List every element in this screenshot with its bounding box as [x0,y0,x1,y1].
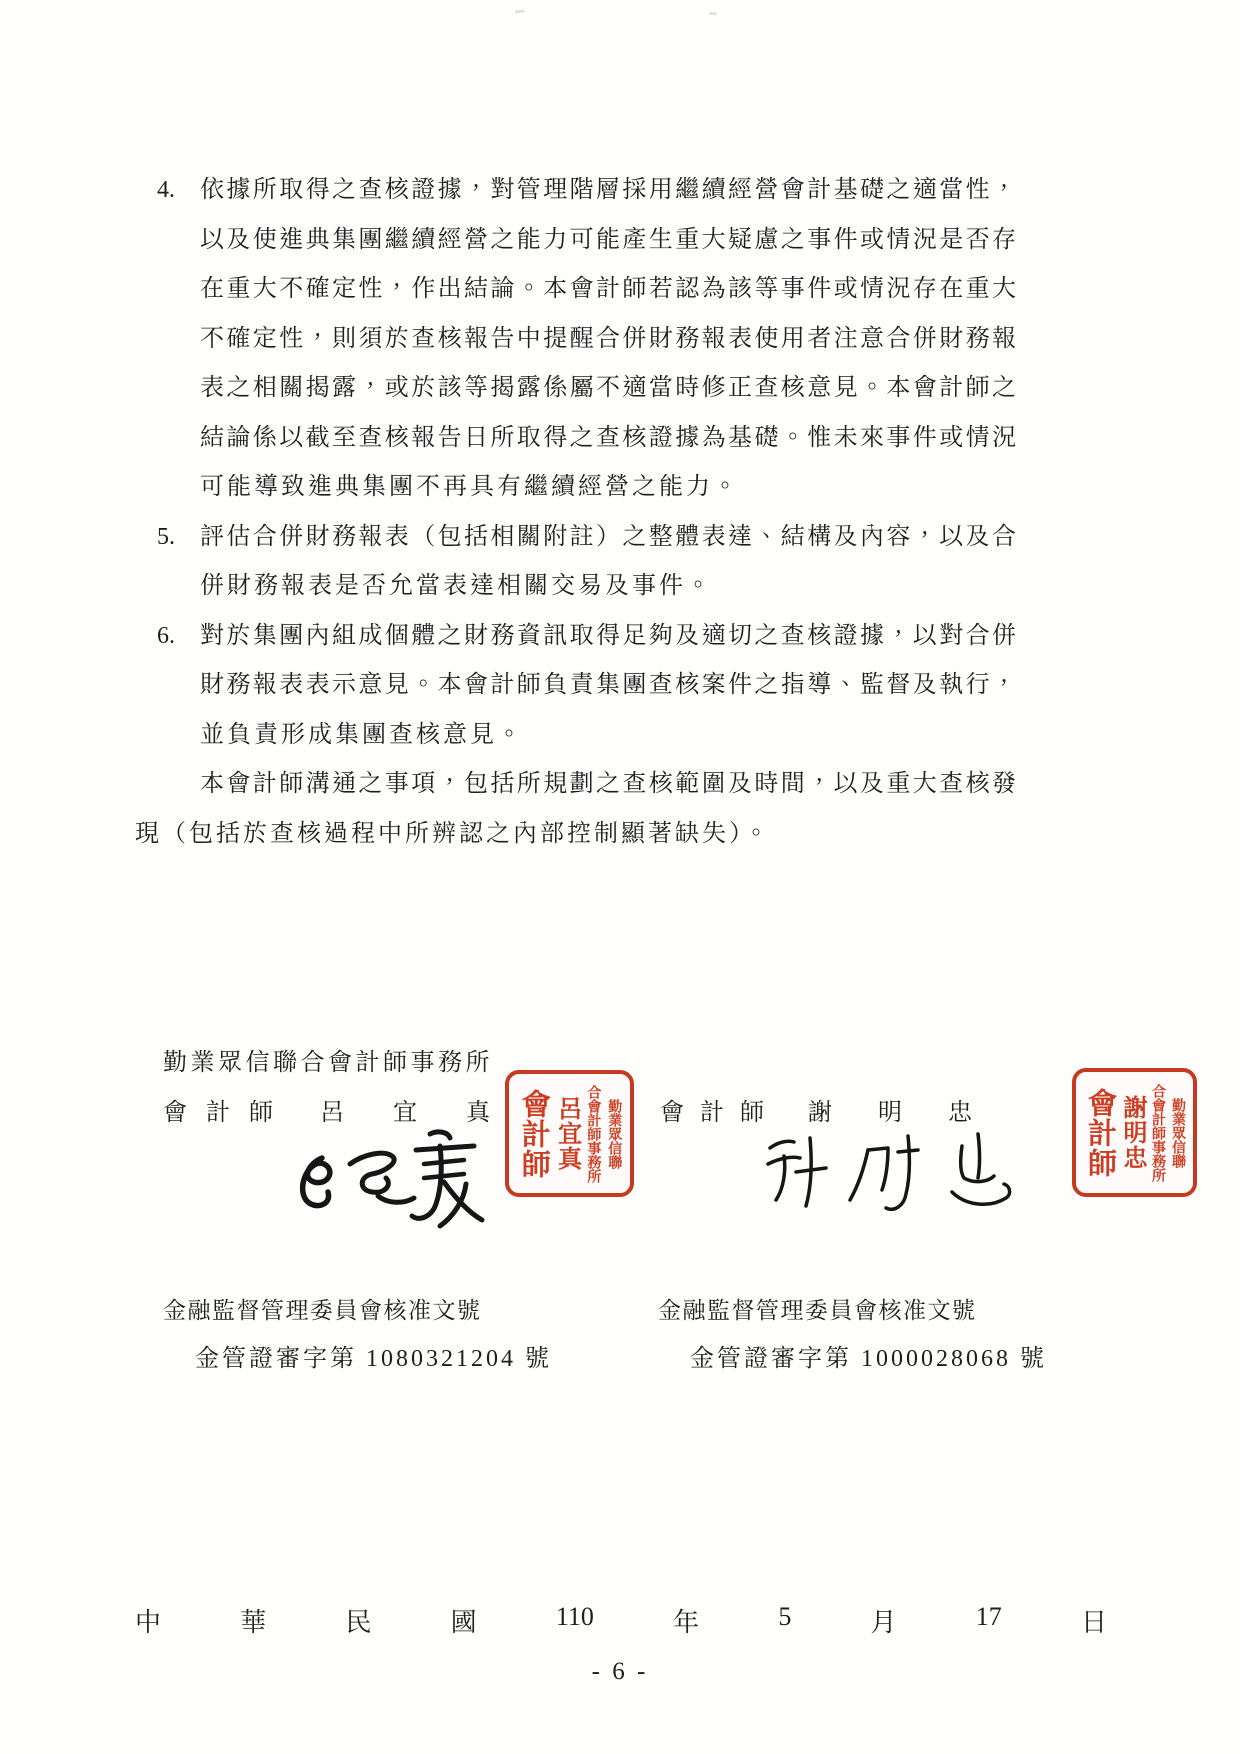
report-line: 並負責形成集團查核意見。 [200,721,524,748]
report-line: 不確定性，則須於查核報告中提醒合併財務報表使用者注意合併財務報 [200,325,1017,352]
accountant-title: 會計師 [163,1100,292,1126]
date-part: 中 [135,1608,162,1637]
scan-speck [515,9,525,13]
approval-number: 金管證審字第 1080321204 號 [195,1346,552,1372]
report-line: 評估合併財務報表（包括相關附註）之整體表達、結構及內容，以及合 [200,523,1017,550]
scan-speck [709,12,717,16]
date-part: 月 [870,1608,897,1637]
audit-item-6-line [135,711,1017,761]
date-part: 民 [345,1608,372,1637]
seal-text-column: 會計師 [517,1088,550,1179]
item-number: 6. [157,622,175,649]
report-line: 表之相關揭露，或於該等揭露係屬不適當時修正查核意見。本會計師之 [200,375,1017,401]
audit-item-4-line [135,315,1017,365]
date-part: 日 [1080,1608,1107,1637]
approval-number: 金管證審字第 1000028068 號 [690,1346,1047,1372]
closing-paragraph-line [135,810,1017,860]
seal-text-column: 呂宜真 [553,1096,580,1171]
report-line: 可能導致進典集團不再具有繼續經營之能力。 [200,474,740,500]
report-body [135,166,1017,859]
audit-item-6-line [135,612,1017,662]
report-line: 財務報表表示意見。本會計師負責集團查核案件之指導、監督及執行， [200,672,1017,698]
audit-item-5-line [135,562,1017,612]
firm-name: 勤業眾信聯合會計師事務所 [163,1050,493,1076]
approval-heading: 金融監督管理委員會核准文號 [658,1298,977,1323]
page-number: - 6 - [591,1658,649,1685]
report-line: 本會計師溝通之事項，包括所規劃之查核範圍及時間，以及重大查核發 [200,771,1017,797]
handwritten-signature-right [756,1122,1020,1222]
date-part: 17 [975,1602,1002,1631]
seal-text-column: 謝明忠 [1119,1095,1145,1170]
date-part: 年 [673,1608,700,1637]
date-part: 5 [778,1602,792,1631]
report-line: 併財務報表是否允當表達相關交易及事件。 [200,573,713,599]
accountant-name: 呂宜真 [320,1100,539,1126]
fsc-approval-right [658,1292,1047,1373]
audit-item-4-line [135,216,1017,266]
handwritten-signature-left [288,1120,488,1232]
audit-item-4-line [135,463,1017,513]
audit-item-5-line [135,513,1017,563]
cpa-seal-left [505,1070,634,1197]
report-line: 結論係以截至查核報告日所取得之查核證據為基礎。惟未來事件或情況 [200,424,1017,451]
seal-text-column: 勤業眾信聯 [606,1098,622,1169]
accountant-name: 謝明忠 [808,1100,1018,1126]
audit-item-4-line [135,166,1017,216]
closing-paragraph-line [135,760,1017,810]
item-number: 5. [157,523,175,550]
seal-text-column: 合會計師事務所 [1150,1083,1165,1182]
accountant-title: 會計師 [660,1100,780,1126]
report-line: 對於集團內組成個體之財務資訊取得足夠及適切之查核證據，以對合併 [200,622,1017,649]
report-line: 依據所取得之查核證據，對管理階層採用繼續經營會計基礎之適當性， [200,177,1017,203]
report-line: 現（包括於查核過程中所辨認之內部控制顯著缺失）。 [135,820,771,847]
seal-text-column: 合會計師事務所 [585,1084,601,1183]
republic-era-date-line [135,1602,1107,1639]
report-line: 在重大不確定性，作出結論。本會計師若認為該等事件或情況存在重大 [200,276,1017,302]
seal-text-column: 勤業眾信聯 [1170,1097,1185,1168]
date-part: 華 [240,1608,267,1637]
date-part: 110 [555,1602,594,1631]
audit-item-4-line [135,364,1017,414]
audit-item-4-line [135,414,1017,464]
item-number: 4. [157,177,175,203]
seal-text-column: 會計師 [1084,1087,1116,1178]
report-line: 以及使進典集團繼續經營之能力可能產生重大疑慮之事件或情況是否存 [200,226,1017,253]
fsc-approval-left [163,1292,552,1373]
date-part: 國 [450,1608,477,1637]
audit-item-4-line [135,265,1017,315]
cpa-seal-right [1072,1068,1197,1197]
approval-heading: 金融監督管理委員會核准文號 [163,1298,482,1323]
audit-item-6-line [135,661,1017,711]
